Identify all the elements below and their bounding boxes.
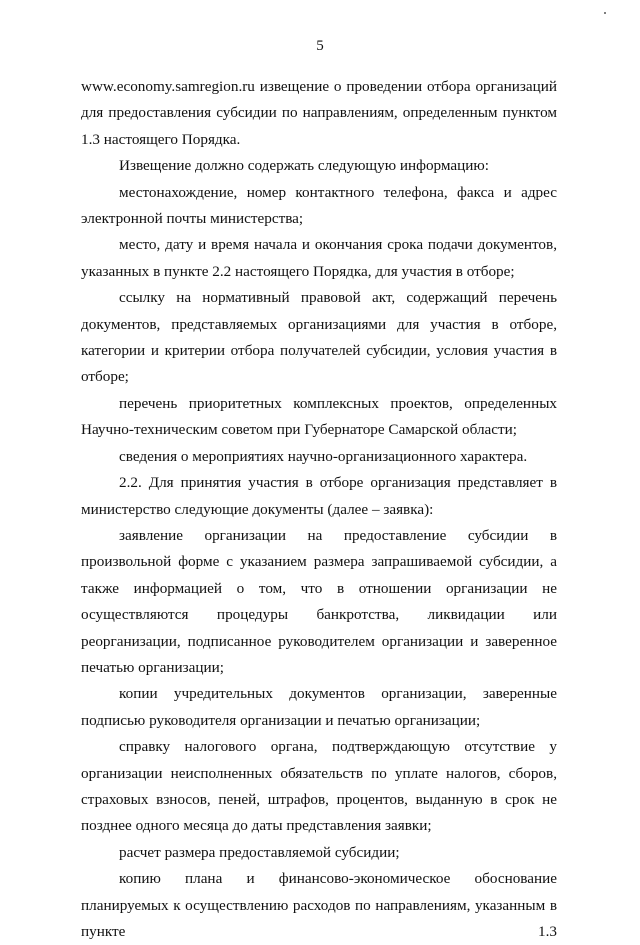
document-body xyxy=(81,74,557,945)
paragraph-legal-act: ссылку на нормативный правовой акт, содержащий перечень документов, представляемых организациями для участия в отборе, категории и критерии отбора получателей субсидии, условия участия в отборе; xyxy=(81,289,557,386)
paragraph-intro: www.economy.samregion.ru извещение о проведении отбора организаций для предоставления субсидии по направлениям, определенным пунктом 1.3 настоящего Порядка. xyxy=(81,78,557,148)
paragraph-notice-contents: Извещение должно содержать следующую информацию: xyxy=(119,157,489,175)
paragraph-dates: место, дату и время начала и окончания срока подачи документов, указанных в пункте 2.2 настоящего Порядка, для участия в отборе; xyxy=(81,236,557,280)
scan-speck xyxy=(604,12,606,14)
paragraph-plan-copy: копию плана и финансово-экономическое обоснование планируемых к осуществлению расходов по направлениям, указанным в пункте 1.3 xyxy=(81,870,557,940)
paragraph-projects: перечень приоритетных комплексных проектов, определенных Научно-техническим советом при Губернаторе Самарской области; xyxy=(81,394,557,439)
paragraph-charter-copies: копии учредительных документов организации, заверенные подписью руководителя организации и печатью организации; xyxy=(81,685,557,729)
paragraph-tax-certificate: справку налогового органа, подтверждающую отсутствие у организации неисполненных обязательств по уплате налогов, сборов, страховых взносов, пеней, штрафов, процентов, выданную в срок не позднее одного месяца до даты представления заявки; xyxy=(81,738,557,835)
page-number: 5 xyxy=(316,38,324,54)
paragraph-section-2-2: 2.2. Для принятия участия в отборе организация представляет в министерство следующие документы (далее – заявка): xyxy=(81,474,557,518)
paragraph-application: заявление организации на предоставление субсидии в произвольной форме с указанием размера запрашиваемой субсидии, а также информацией о том, что в отношении организации не осуществляются процедуры банкротства, ликвидации или реорганизации, подписанное руководителем организации и заверенное печатью организации; xyxy=(81,526,557,676)
paragraph-calculation: расчет размера предоставляемой субсидии; xyxy=(119,843,400,861)
paragraph-location: местонахождение, номер контактного телефона, факса и адрес электронной почты министерства; xyxy=(81,183,557,228)
paragraph-events: сведения о мероприятиях научно-организационного характера. xyxy=(119,447,528,465)
